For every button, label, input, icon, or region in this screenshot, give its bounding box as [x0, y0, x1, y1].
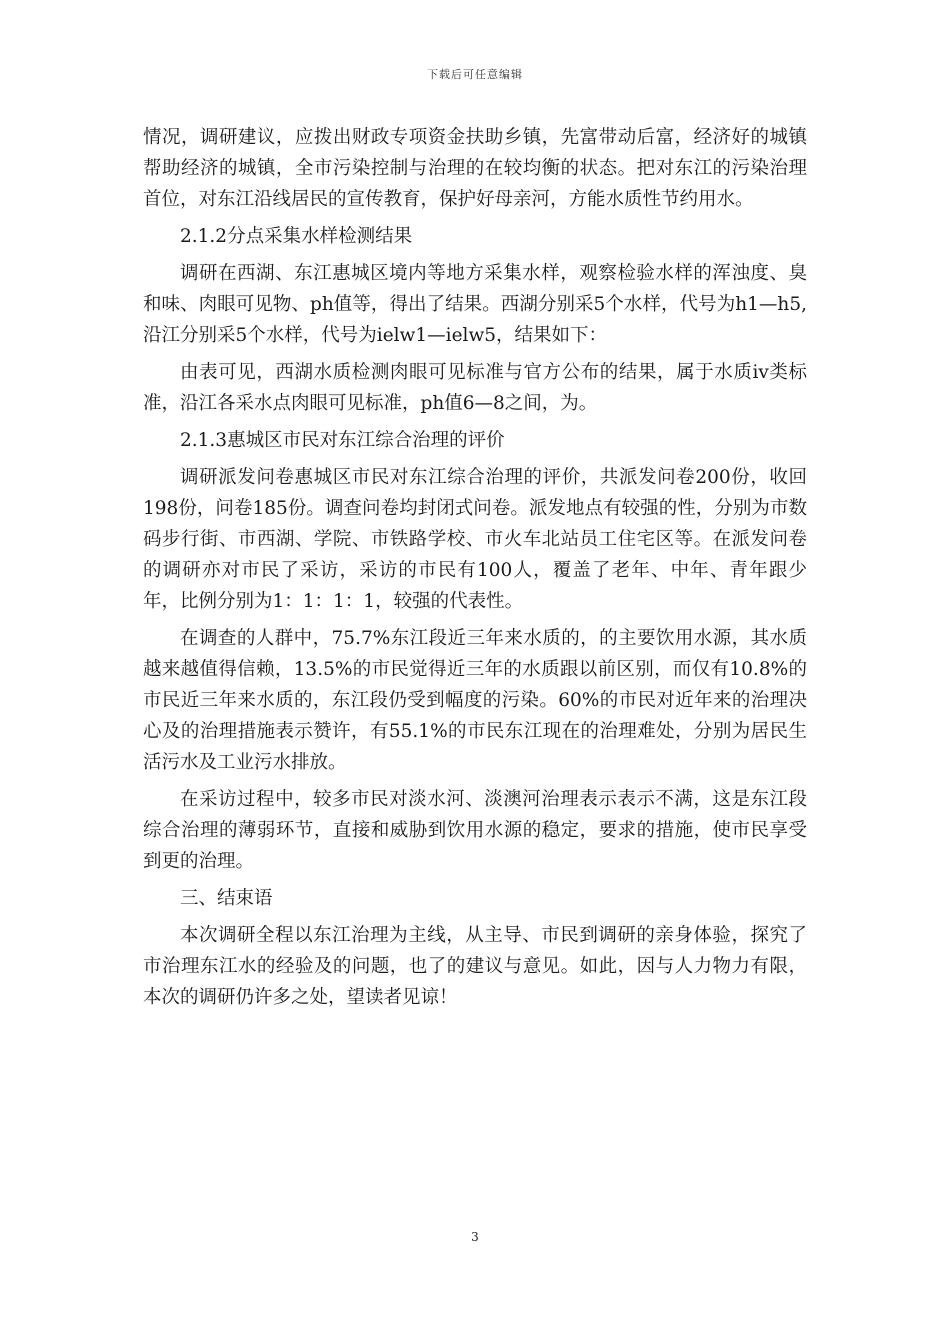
- paragraph-survey: 调研派发问卷惠城区市民对东江综合治理的评价，共派发问卷200份，收回198份，问卷185份。调查问卷均封闭式问卷。派发地点有较强的性，分别为市数码步行街、市西湖、学院、市铁路学校、市火车北站员工住宅区等。在派发问卷的调研亦对市民了采访，采访的市民有100人，覆盖了老年、中年、青年跟少年，比例分别为1：1：1：1，较强的代表性。: [143, 467, 807, 612]
- document-body: [143, 122, 807, 1019]
- paragraph-table-note: 由表可见，西湖水质检测肉眼可见标准与官方公布的结果，属于水质iv类标准，沿江各采水点肉眼可见标准，ph值6—8之间，为。: [143, 362, 807, 414]
- page-number: 3: [471, 1230, 479, 1244]
- paragraph-continuation: 情况，调研建议，应拨出财政专项资金扶助乡镇，先富带动后富，经济好的城镇帮助经济的城镇，全市污染控制与治理的在较均衡的状态。把对东江的污染治理首位，对东江沿线居民的宣传教育，保护好母亲河，方能水质性节约用水。: [143, 127, 807, 210]
- paragraph-conclusion: 本次调研全程以东江治理为主线，从主导、市民到调研的亲身体验，探究了市治理东江水的经验及的问题，也了的建议与意见。如此，因与人力物力有限，本次的调研仍许多之处，望读者见谅！: [143, 925, 807, 1008]
- section-heading-2-1-2: 2.1.2分点采集水样检测结果: [180, 226, 413, 247]
- header-note: 下载后可任意编辑: [427, 68, 523, 81]
- paragraph-sampling: 调研在西湖、东江惠城区境内等地方采集水样，观察检验水样的浑浊度、臭和味、肉眼可见物、ph值等，得出了结果。西湖分别采5个水样，代号为h1—h5,沿江分别采5个水样，代号为ielw1—ielw5，结果如下：: [143, 263, 807, 346]
- section-heading-conclusion: 三、结束语: [180, 888, 273, 909]
- paragraph-interviews: 在采访过程中，较多市民对淡水河、淡澳河治理表示表示不满，这是东江段综合治理的薄弱环节，直接和威胁到饮用水源的稳定，要求的措施，使市民享受到更的治理。: [143, 789, 807, 872]
- paragraph-survey-results: 在调查的人群中，75.7%东江段近三年来水质的，的主要饮用水源，其水质越来越值得信赖，13.5%的市民觉得近三年的水质跟以前区别，而仅有10.8%的市民近三年来水质的，东江段仍受到幅度的污染。60%的市民对近年来的治理决心及的治理措施表示赞许，有55.1%的市民东江现在的治理难处，分别为居民生活污水及工业污水排放。: [143, 628, 807, 773]
- section-heading-2-1-3: 2.1.3惠城区市民对东江综合治理的评价: [180, 430, 505, 451]
